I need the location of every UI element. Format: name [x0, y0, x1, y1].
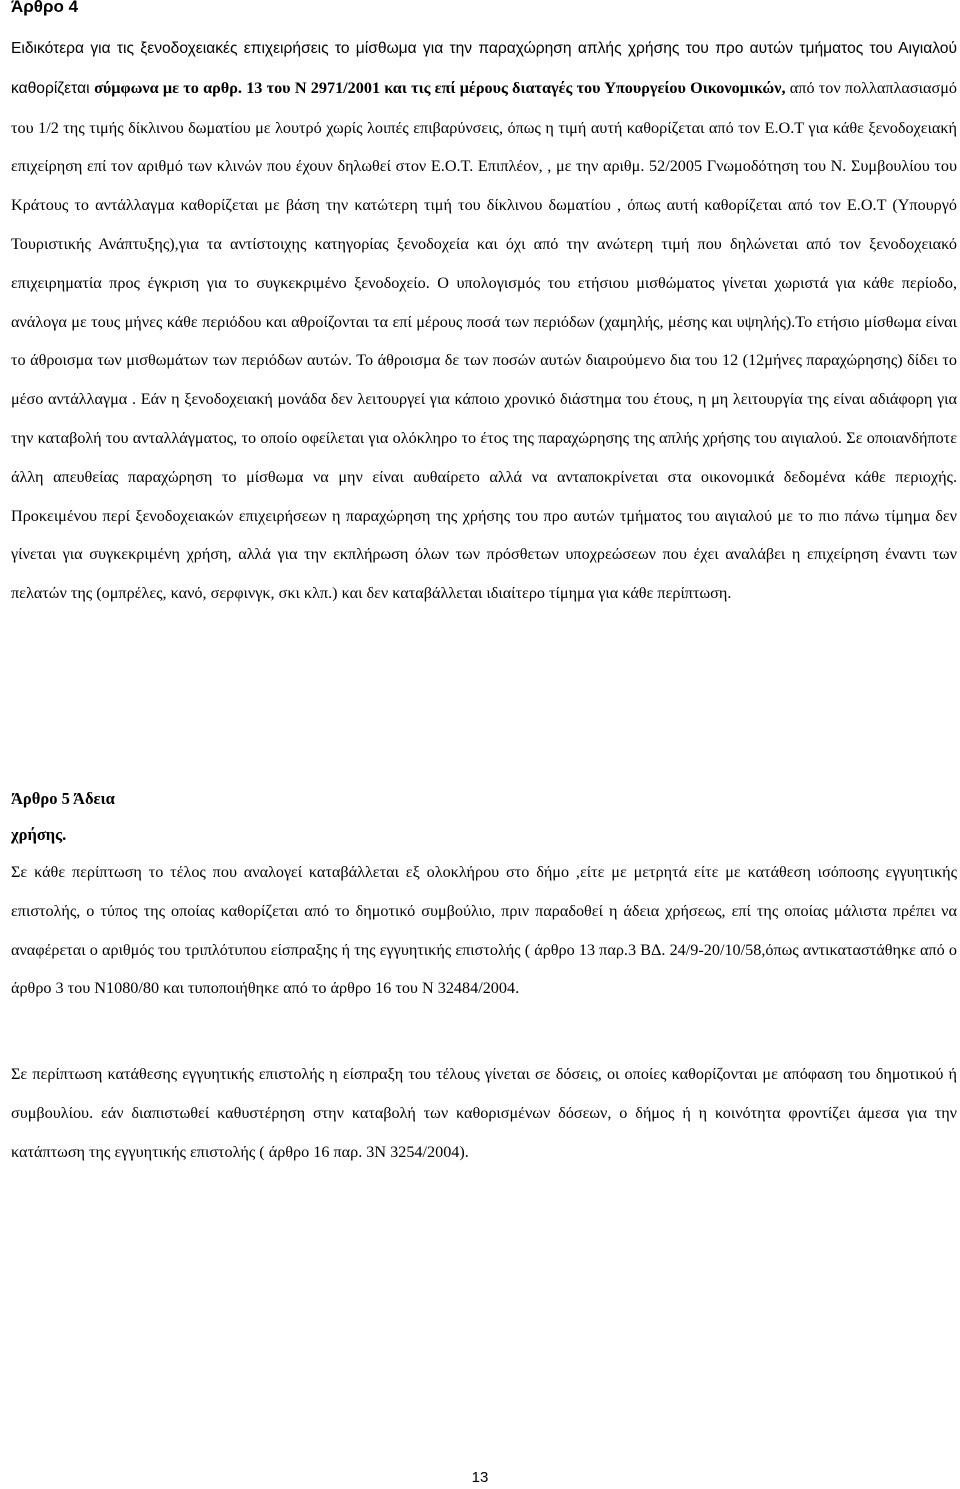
- article-4-paragraph: [11, 29, 957, 613]
- article-5-heading: Άρθρο 5 Άδεια: [11, 789, 115, 808]
- article-4-bold-reference: σύμφωνα με το αρθρ. 13 του Ν 2971/2001 και τις επί μέρους διαταγές του Υπουργείου Οικονομικών,: [94, 78, 786, 97]
- article-5-heading-continued: χρήσης.: [11, 825, 67, 844]
- article-5-paragraph-2: Σε περίπτωση κατάθεσης εγγυητικής επιστολής η είσπραξη του τέλους γίνεται σε δόσεις, οι οποίες καθορίζονται με απόφαση του δημοτικού ή συμβουλίου. εάν διαπιστωθεί καθυστέρηση στην καταβολή των καθορισμένων δόσεων, ο δήμος ή η κοινότητα φροντίζει άμεσα για την κατάπτωση της εγγυητικής επιστολής ( άρθρο 16 παρ. 3Ν 3254/2004).: [11, 1065, 957, 1161]
- page-number: 13: [471, 1469, 489, 1486]
- article-4-intro-text: Ειδικότερα για τις ξενοδοχειακές επιχειρήσεις το μίσθωμα για την παραχώρηση απλής χρήσης του προ αυτών τμήματος του Αιγιαλού καθορίζεται: [11, 40, 957, 97]
- article-5-paragraph-1: Σε κάθε περίπτωση το τέλος που αναλογεί καταβάλλεται εξ ολοκλήρου στο δήμο ,είτε με μετρητά είτε με κατάθεση ισόποσης εγγυητικής επιστολής, ο τύπος της οποίας καθορίζεται από το δημοτικό συμβούλιο, πριν παραδοθεί η άδεια χρήσεως, επί της οποίας μάλιστα πρέπει να αναφέρεται ο αριθμός του τριπλότυπου είσπραξης ή της εγγυητικής επιστολής ( άρθρο 13 παρ.3 ΒΔ. 24/9-20/10/58,όπως αντικαταστάθηκε από ο άρθρο 3 του Ν1080/80 και τυποποιήθηκε από το άρθρο 16 του Ν 32484/2004.: [11, 863, 957, 998]
- article-4-body-text-continued: Συμβουλίου του Κράτους το αντάλλαγμα καθορίζεται με βάση την κατώτερη τιμή του δίκλινου δωματίου , όπως αυτή καθορίζεται από τον Ε.Ο.Τ (Υπουργό Τουριστικής Ανάπτυξης),για τα αντίστοιχης κατηγορίας ξενοδοχεία και όχι από την ανώτερη τιμή που δηλώνεται από τον ξενοδοχειακό επιχειρηματία προς έγκριση για το συγκεκριμένο ξενοδοχείο. Ο υπολογισμός του ετήσιου μισθώματος γίνεται χωριστά για κάθε περίοδο, ανάλογα με τους μήνες κάθε περιόδου και αθροίζονται τα επί μέρους ποσά των περιόδων (χαμηλής, μέσης και υψηλής).Το ετήσιο μίσθωμα είναι το άθροισμα των μισθωμάτων των περιόδων αυτών. Το άθροισμα δε των ποσών αυτών διαιρούμενο δια του 12 (12μήνες παραχώρησης) δίδει το μέσο αντάλλαγμα . Εάν η ξενοδοχειακή μονάδα δεν λειτουργεί για κάποιο χρονικό διάστημα του έτους, η μη λειτουργία της είναι αδιάφορη για την καταβολή του ανταλλάγματος, το οποίο οφείλεται για ολόκληρο το έτος της παραχώρησης της απλής χρήσης του αιγιαλού. Σε οποιανδήποτε άλλη απευθείας παραχώρηση το μίσθωμα να μην είναι αυθαίρετο αλλά να ανταποκρίνεται στα οικονομικά δεδομένα κάθε περιοχής. Προκειμένου περί ξενοδοχειακών επιχειρήσεων η παραχώρηση της χρήσης του προ αυτών τμήματος του αιγιαλού με το πιο πάνω τίμημα δεν γίνεται για συγκεκριμένη χρήση, αλλά για την εκπλήρωση όλων των πρόσθετων υποχρεώσεων που έχει αναλάβει η επιχείρηση έναντι των πελατών της (ομπρέλες, κανό, σερφινγκ, σκι κλπ.) και δεν καταβάλλεται ιδιαίτερο τίμημα για κάθε περίπτωση.: [11, 157, 958, 603]
- article-4-heading: Άρθρο 4: [11, 0, 79, 16]
- article-4-body-text: από τον πολλαπλασιασμό του 1/2 της τιμής δίκλινου δωματίου με λουτρό χωρίς λοιπές επιβαρύνσεις, όπως η τιμή αυτή καθορίζεται από τον Ε.Ο.Τ για κάθε ξενοδοχειακή επιχείρηση επί τον αριθμό των κλινών που έχουν δηλωθεί στον Ε.Ο.Τ. Επιπλέον, , με την αριθμ. 52/2005 Γνωμοδότηση του Ν.: [11, 78, 957, 176]
